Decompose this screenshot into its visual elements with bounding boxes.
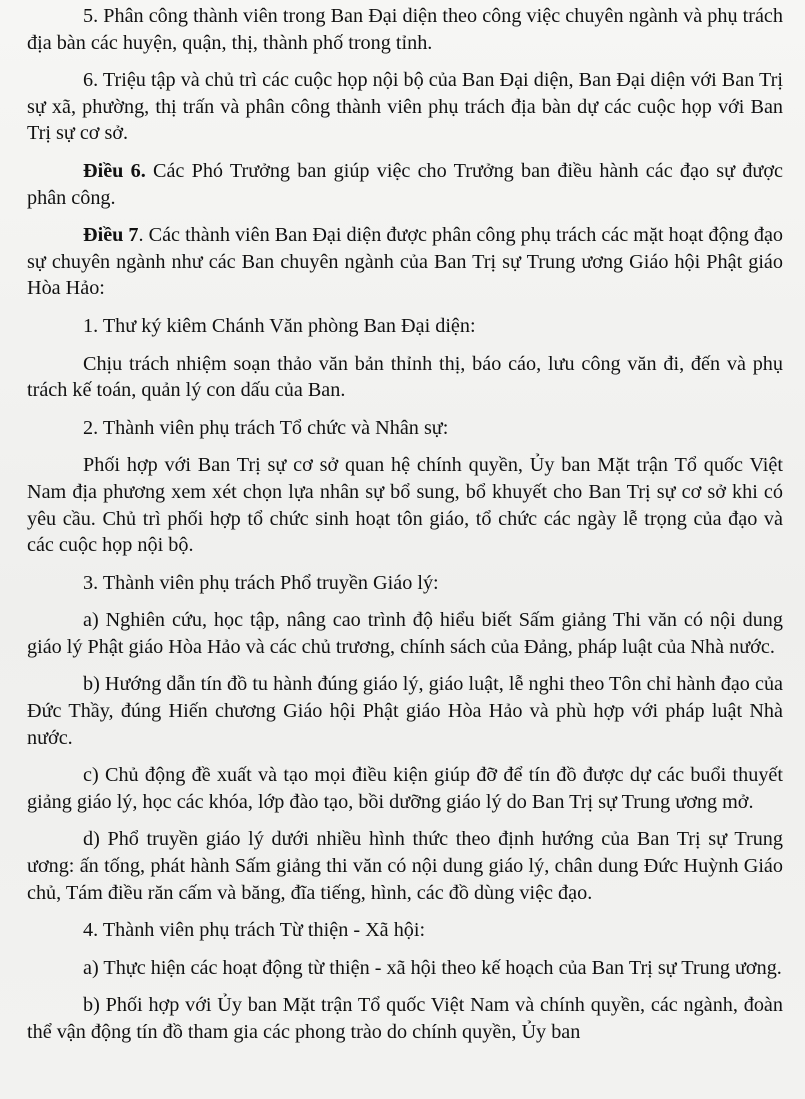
paragraph-text: 1. Thư ký kiêm Chánh Văn phòng Ban Đại diện:: [83, 314, 476, 337]
paragraph-text: b) Phối hợp với Ủy ban Mặt trận Tổ quốc Việt Nam và chính quyền, các ngành, đoàn thể vận động tín đồ tham gia các phong trào do chính quyền, Ủy ban: [27, 994, 783, 1043]
paragraph-text: d) Phổ truyền giáo lý dưới nhiều hình thức theo định hướng của Ban Trị sự Trung ương: ấn tống, phát hành Sấm giảng thi văn có nội dung giáo lý, chân dung Đức Huỳnh Giáo chủ, Tám điều răn cấm và băng, đĩa tiếng, hình, các đồ dùng việc đạo.: [27, 828, 783, 904]
paragraph-doctrine-b: [27, 671, 783, 751]
section-heading-secretary: [27, 313, 783, 340]
paragraph-doctrine-d: [27, 826, 783, 906]
paragraph-organization-duties: [27, 452, 783, 558]
paragraph-text: 2. Thành viên phụ trách Tổ chức và Nhân sự:: [83, 416, 449, 439]
paragraph-text: Phối hợp với Ban Trị sự cơ sở quan hệ chính quyền, Ủy ban Mặt trận Tổ quốc Việt Nam địa phương xem xét chọn lựa nhân sự bổ sung, bổ khuyết cho Ban Trị sự cơ sở khi có yêu cầu. Chủ trì phối hợp tổ chức sinh hoạt tôn giáo, tổ chức các ngày lễ trọng của đạo và các cuộc họp nội bộ.: [27, 454, 783, 557]
paragraph-doctrine-c: [27, 762, 783, 815]
paragraph-text: c) Chủ động đề xuất và tạo mọi điều kiện giúp đỡ để tín đồ được dự các buổi thuyết giảng giáo lý, học các khóa, lớp đào tạo, bồi dưỡng giáo lý do Ban Trị sự Trung ương mở.: [27, 764, 783, 813]
paragraph-text: 3. Thành viên phụ trách Phổ truyền Giáo lý:: [83, 571, 439, 594]
paragraph-text: Chịu trách nhiệm soạn thảo văn bản thỉnh thị, báo cáo, lưu công văn đi, đến và phụ trách kế toán, quản lý con dấu của Ban.: [27, 352, 783, 402]
paragraph-item-5: [27, 3, 783, 56]
article-6: [27, 158, 783, 211]
article-label: Điều 7: [83, 224, 139, 247]
paragraph-secretary-duties: [27, 351, 783, 404]
paragraph-text: . Các thành viên Ban Đại diện được phân công phụ trách các mặt hoạt động đạo sự chuyên ngành như các Ban chuyên ngành của Ban Trị sự Trung ương Giáo hội Phật giáo Hòa Hảo:: [27, 224, 783, 300]
paragraph-text: a) Thực hiện các hoạt động từ thiện - xã hội theo kế hoạch của Ban Trị sự Trung ương.: [83, 956, 782, 979]
article-label: Điều 6.: [83, 159, 146, 182]
paragraph-charity-a: [27, 955, 783, 982]
paragraph-charity-b: [27, 992, 783, 1045]
section-heading-organization: [27, 415, 783, 442]
paragraph-text: b) Hướng dẫn tín đồ tu hành đúng giáo lý, giáo luật, lễ nghi theo Tôn chỉ hành đạo của Đức Thầy, đúng Hiến chương Giáo hội Phật giáo Hòa Hảo và phù hợp với pháp luật Nhà nước.: [27, 673, 783, 749]
article-7: [27, 222, 783, 302]
paragraph-text: 5. Phân công thành viên trong Ban Đại diện theo công việc chuyên ngành và phụ trách địa bàn các huyện, quận, thị, thành phố trong tỉnh.: [27, 5, 783, 54]
paragraph-text: a) Nghiên cứu, học tập, nâng cao trình độ hiểu biết Sấm giảng Thi văn có nội dung giáo lý Phật giáo Hòa Hảo và các chủ trương, chính sách của Đảng, pháp luật của Nhà nước.: [27, 609, 783, 658]
paragraph-item-6: [27, 67, 783, 147]
paragraph-text: 4. Thành viên phụ trách Từ thiện - Xã hội:: [83, 919, 426, 942]
section-heading-charity: [27, 917, 783, 944]
paragraph-text: Các Phó Trưởng ban giúp việc cho Trưởng ban điều hành các đạo sự được phân công.: [27, 159, 783, 209]
paragraph-doctrine-a: [27, 607, 783, 660]
section-heading-doctrine: [27, 570, 783, 597]
paragraph-text: 6. Triệu tập và chủ trì các cuộc họp nội bộ của Ban Đại diện, Ban Đại diện với Ban Trị sự xã, phường, thị trấn và phân công thành viên phụ trách địa bàn dự các cuộc họp với Ban Trị sự cơ sở.: [27, 69, 783, 145]
